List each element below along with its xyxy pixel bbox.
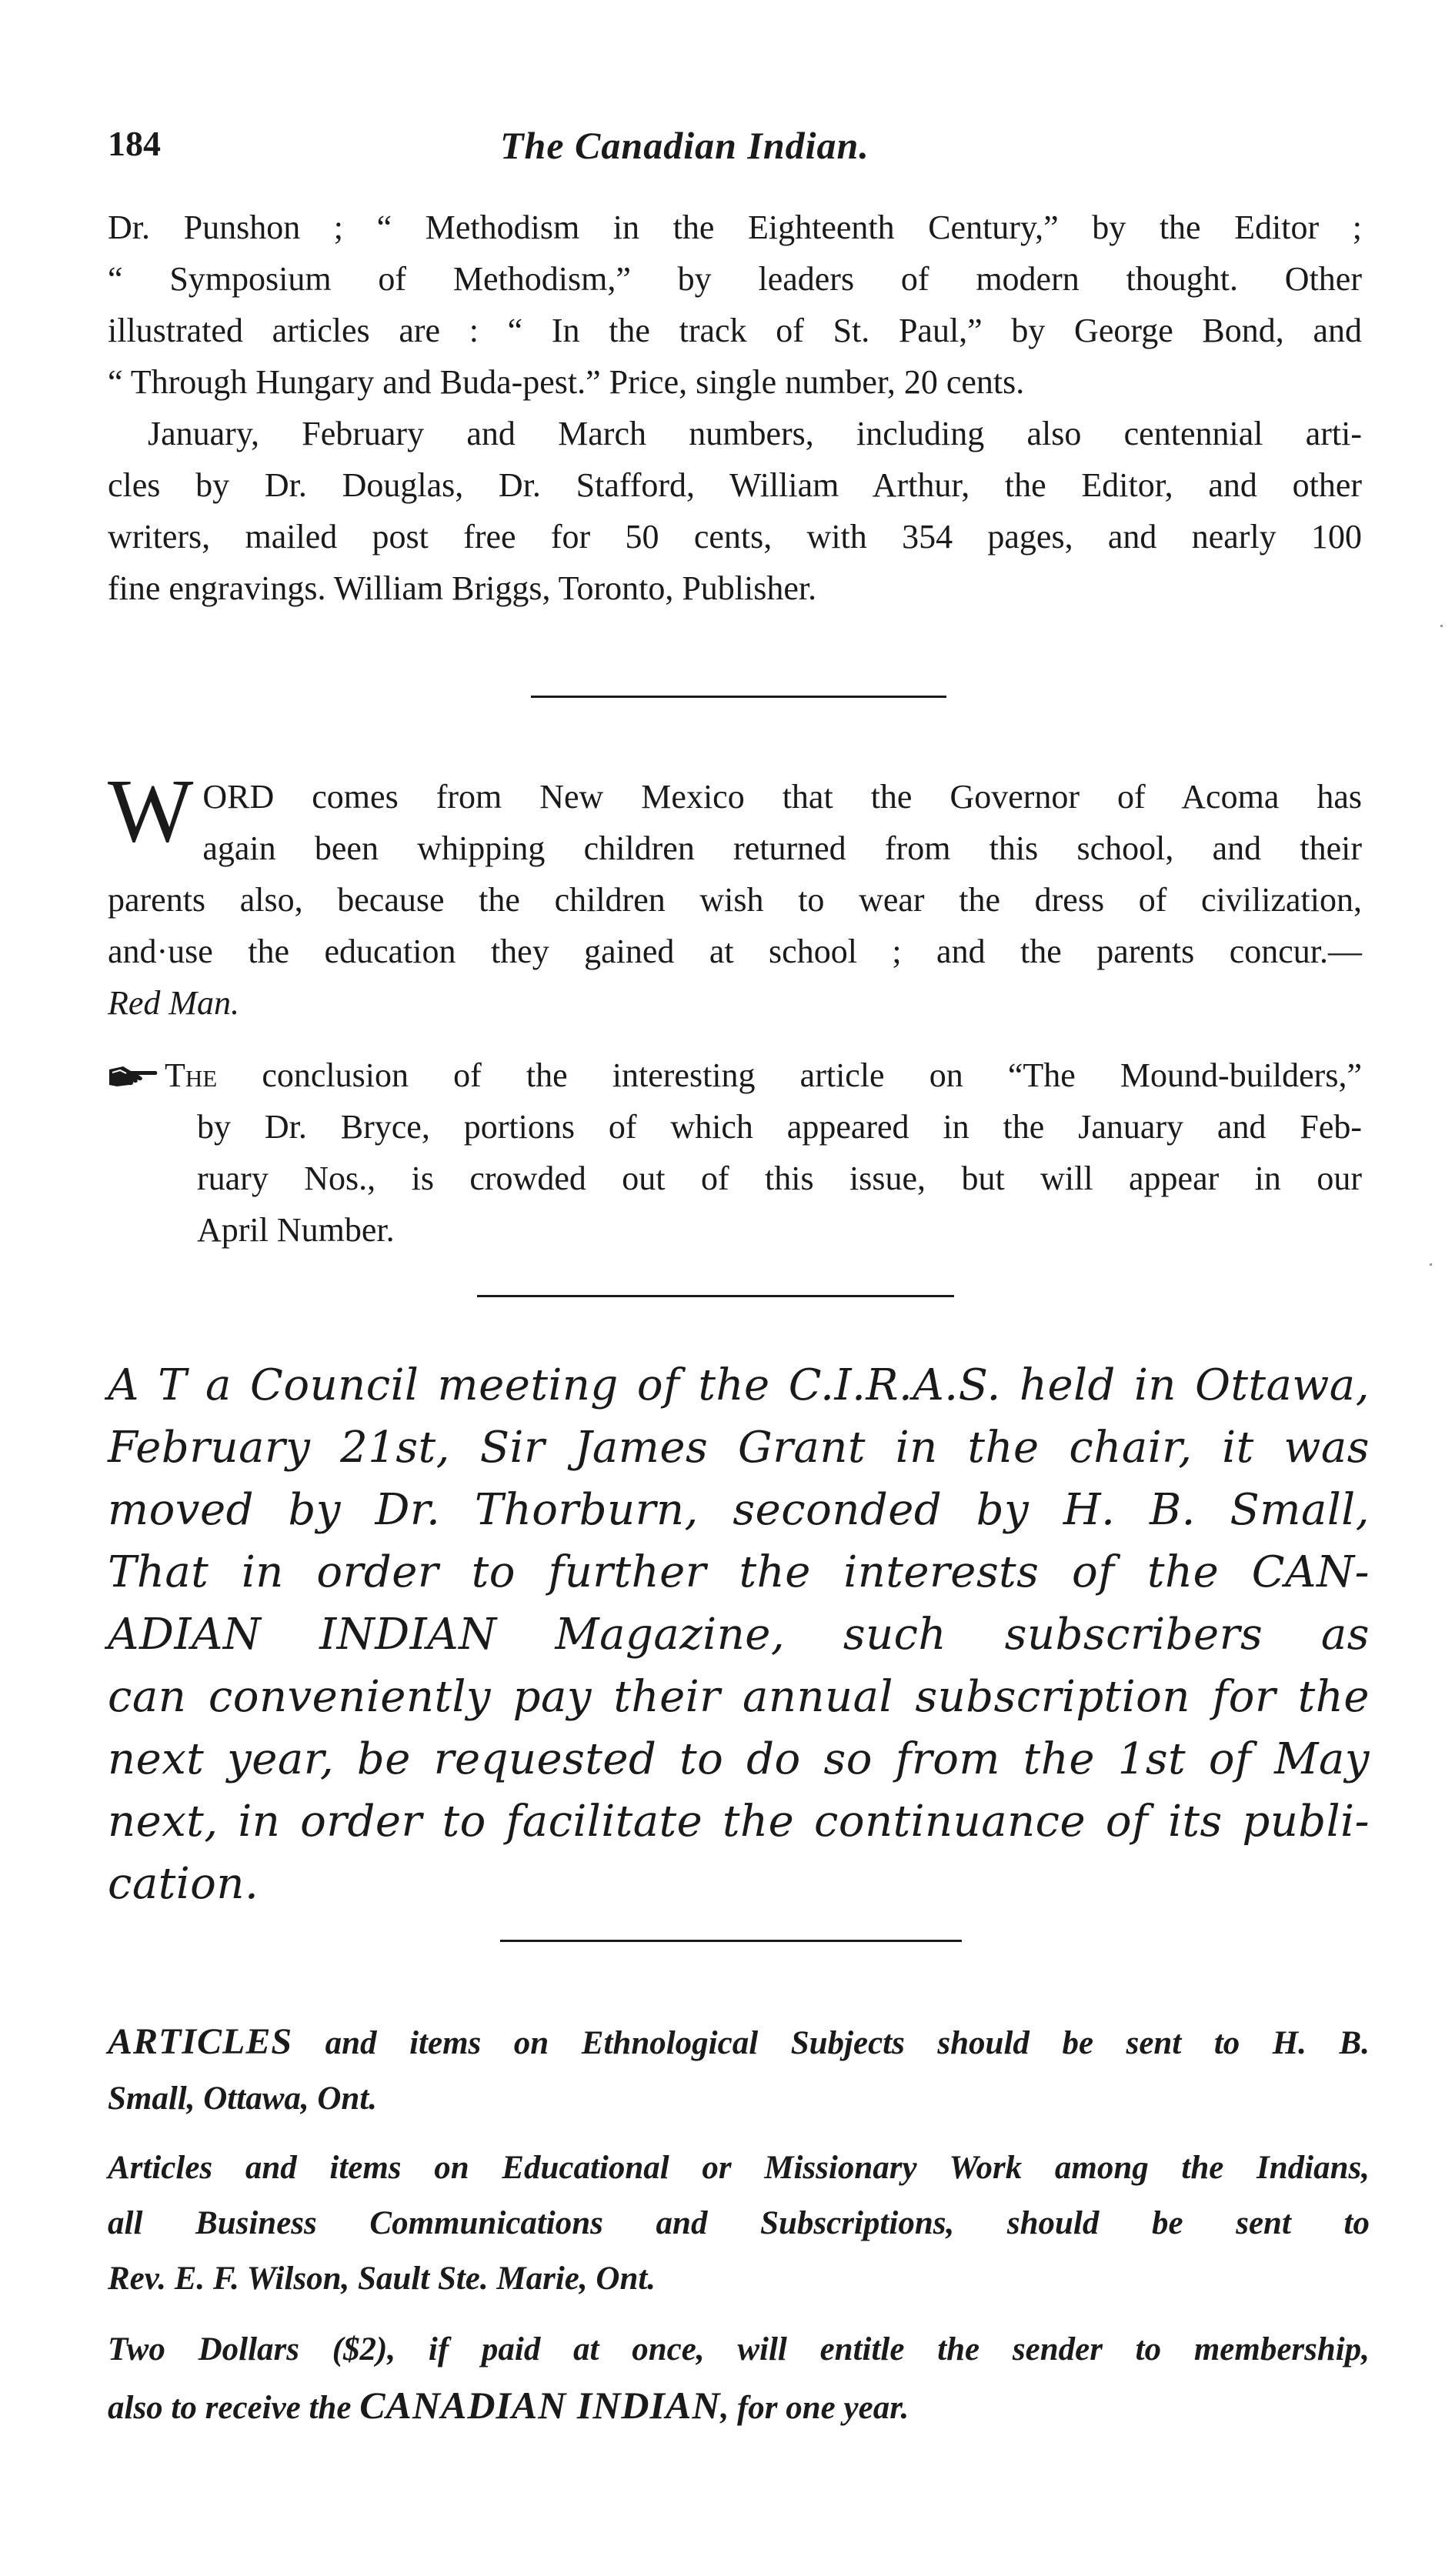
section-divider [477, 1295, 954, 1297]
section-divider [500, 1940, 962, 1942]
notice-line: Articles and items on Educational or Missionary Work among the Indians, [108, 2150, 1370, 2186]
paper-speck [1430, 1263, 1432, 1266]
source-credit: Red Man. [108, 984, 240, 1022]
membership-notice [108, 2322, 1370, 2436]
notice-line: all Business Communications and Subscriptions, should be sent to [108, 2205, 1370, 2241]
resolution-line: can conveniently pay their annual subscription for the [108, 1672, 1370, 1722]
acoma-notice [108, 760, 1362, 1029]
magazine-name: CANADIAN INDIAN [359, 2384, 721, 2427]
resolution-line: next year, be requested to do so from the 1st of May [108, 1734, 1370, 1784]
resolution-line: ADIAN INDIAN Magazine, such subscribers as [108, 1610, 1370, 1660]
centennial-paragraph [108, 408, 1362, 614]
running-head [108, 123, 1370, 185]
text-line: “ Symposium of Methodism,” by leaders of modern thought. Other [108, 260, 1362, 298]
notice-line: Small, Ottawa, Ont. [108, 2080, 378, 2117]
text-line: cles by Dr. Douglas, Dr. Stafford, William Arthur, the Editor, and other [108, 466, 1362, 504]
resolution-line: moved by Dr. Thorburn, seconded by H. B. Small, [108, 1485, 1370, 1535]
notice-line: Two Dollars ($2), if paid at once, will entitle the sender to membership, [108, 2331, 1370, 2367]
text-line [108, 1049, 1362, 1101]
lead-caps: The [165, 1056, 218, 1094]
text-line: Dr. Punshon ; “ Methodism in the Eighteenth Century,” by the Editor ; [108, 209, 1362, 246]
text-line: illustrated articles are : “ In the track of St. Paul,” by George Bond, and [108, 312, 1362, 349]
text-line: and·use the education they gained at school ; and the parents concur.— [108, 933, 1362, 970]
text-line: ruary Nos., is crowded out of this issue, but will appear in our [197, 1160, 1362, 1197]
resolution-line: February 21st, Sir James Grant in the chair, it was [108, 1423, 1370, 1473]
text-fragment: and items on Ethnological Subjects should be sent to H. B. [292, 2025, 1370, 2061]
text-line: by Dr. Bryce, portions of which appeared in the January and Feb- [197, 1108, 1362, 1146]
text-fragment: also to receive the [108, 2390, 360, 2426]
page-title: The Canadian Indian. [500, 124, 869, 167]
paper-speck [1440, 625, 1443, 627]
resolution-line: next, in order to facilitate the continuance of its publi- [108, 1797, 1370, 1847]
magazine-paragraph [108, 202, 1362, 408]
resolution-line: cation. [108, 1859, 259, 1909]
lead-caps: ORD [202, 778, 275, 816]
pointing-hand-icon [108, 1063, 159, 1089]
notice-line [108, 2014, 1370, 2071]
text-line: parents also, because the children wish to wear the dress of civilization, [108, 881, 1362, 919]
text-line [108, 771, 1362, 823]
text-fragment: , for one year. [720, 2390, 909, 2426]
ethnological-notice [108, 2014, 1370, 2127]
resolution-line: That in order to further the interests of the CAN- [108, 1547, 1370, 1597]
section-divider [531, 696, 946, 698]
lead-caps: ARTICLES [108, 2021, 293, 2062]
council-resolution [108, 1354, 1370, 1915]
text-fragment: conclusion of the interesting article on “The Mound-builders,” [217, 1056, 1362, 1094]
notice-line: Rev. E. F. Wilson, Sault Ste. Marie, Ont. [108, 2261, 656, 2297]
notice-line [108, 2377, 1370, 2436]
text-line: April Number. [197, 1211, 395, 1249]
text-fragment: comes from New Mexico that the Governor of Acoma has [274, 778, 1362, 816]
drop-cap: W [108, 760, 194, 861]
text-line: writers, mailed post free for 50 cents, with 354 pages, and nearly 100 [108, 518, 1362, 556]
text-line: “ Through Hungary and Buda-pest.” Price, single number, 20 cents. [108, 363, 1025, 401]
text-line: again been whipping children returned from this school, and their [202, 829, 1362, 867]
text-line: fine engravings. William Briggs, Toronto, Publisher. [108, 569, 817, 607]
educational-notice [108, 2141, 1370, 2307]
resolution-line: A T a Council meeting of the C.I.R.A.S. held in Ottawa, [108, 1360, 1370, 1410]
mound-builders-notice [108, 1049, 1362, 1256]
page-number: 184 [108, 124, 161, 163]
text-line: January, February and March numbers, including also centennial arti- [148, 415, 1362, 452]
